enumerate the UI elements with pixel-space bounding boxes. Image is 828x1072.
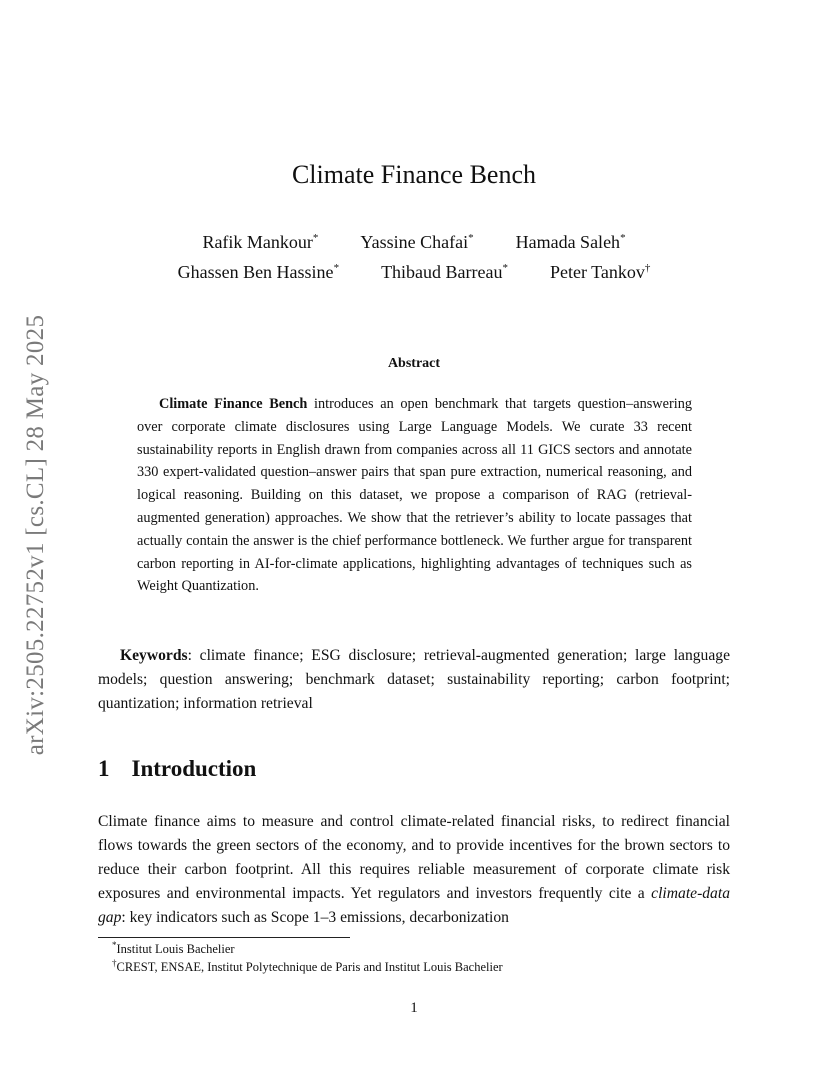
abstract-text	[137, 393, 692, 598]
author	[550, 262, 650, 283]
affiliation-mark: *	[620, 232, 626, 244]
footnote-rule	[98, 937, 350, 938]
keywords-text: : climate finance; ESG disclosure; retrieval-augmented generation; large language models; question answering; benchmark dataset; sustainability reporting; carbon footprint; quantization; information retrieval	[98, 647, 730, 712]
affiliation-mark: †	[644, 262, 651, 274]
keywords-paragraph	[98, 644, 730, 716]
author-name: Thibaud Barreau	[381, 262, 503, 282]
footnote-mark: *	[112, 939, 117, 950]
section-number: 1	[98, 756, 110, 781]
author	[381, 262, 508, 283]
paper-title: Climate Finance Bench	[291, 160, 537, 189]
page-number: 1	[410, 1000, 418, 1016]
author-name: Hamada Saleh	[515, 232, 621, 252]
affiliation-mark: *	[312, 232, 319, 244]
author	[360, 232, 473, 253]
footnote	[98, 958, 503, 976]
footnote-text: Institut Louis Bachelier	[116, 942, 235, 956]
affiliation-mark: *	[502, 262, 509, 274]
author-row	[98, 232, 730, 253]
author	[516, 232, 626, 253]
abstract-heading: Abstract	[387, 356, 441, 371]
author	[178, 262, 339, 283]
footnote	[98, 940, 503, 958]
footnote-mark: †	[112, 957, 117, 968]
author-name: Ghassen Ben Hassine	[177, 262, 334, 282]
intro-emphasis: climate-data gap	[98, 885, 730, 926]
affiliation-mark: *	[468, 232, 474, 244]
intro-text-continued: : key indicators such as Scope 1–3 emissions, decarbonization	[121, 909, 509, 926]
section-heading	[98, 756, 256, 782]
footnotes	[98, 940, 503, 976]
arxiv-identifier: arXiv:2505.22752v1 [cs.CL] 28 May 2025	[22, 314, 49, 756]
abstract-body-text: introduces an open benchmark that targets question–answering over corporate climate disclosures using Large Language Models. We curate 33 recent sustainability reports in English drawn from companies across all 11 GICS sectors and annotate 330 expert-validated question–answer pairs that span pure extraction, numerical reasoning, and logical reasoning. Building on this dataset, we propose a comparison of RAG (retrieval-augmented generation) approaches. We show that the retriever’s ability to locate passages that actually contain the answer is the chief performance bottleneck. We further argue for transparent carbon reporting in AI-for-climate applications, highlighting advantages of techniques such as Weight Quantization.	[137, 396, 692, 595]
author	[202, 232, 318, 253]
keywords-label: Keywords	[120, 647, 188, 664]
affiliation-mark: *	[333, 262, 340, 274]
author-name: Rafik Mankour	[202, 232, 313, 252]
author-row	[98, 262, 730, 283]
abstract-lead: Climate Finance Bench	[159, 396, 308, 412]
introduction-paragraph	[98, 810, 730, 930]
intro-text: Climate finance aims to measure and control climate-related financial risks, to redirect financial flows towards the green sectors of the economy, and to provide incentives for the brown sectors to reduce their carbon footprint. All this requires reliable measurement of corporate climate risk exposures and environmental impacts. Yet regulators and investors frequently cite a	[98, 813, 730, 902]
author-name: Peter Tankov	[550, 262, 645, 282]
section-title: Introduction	[131, 756, 257, 781]
footnote-text: CREST, ENSAE, Institut Polytechnique de Paris and Institut Louis Bachelier	[116, 960, 503, 974]
author-name: Yassine Chafai	[360, 232, 469, 252]
